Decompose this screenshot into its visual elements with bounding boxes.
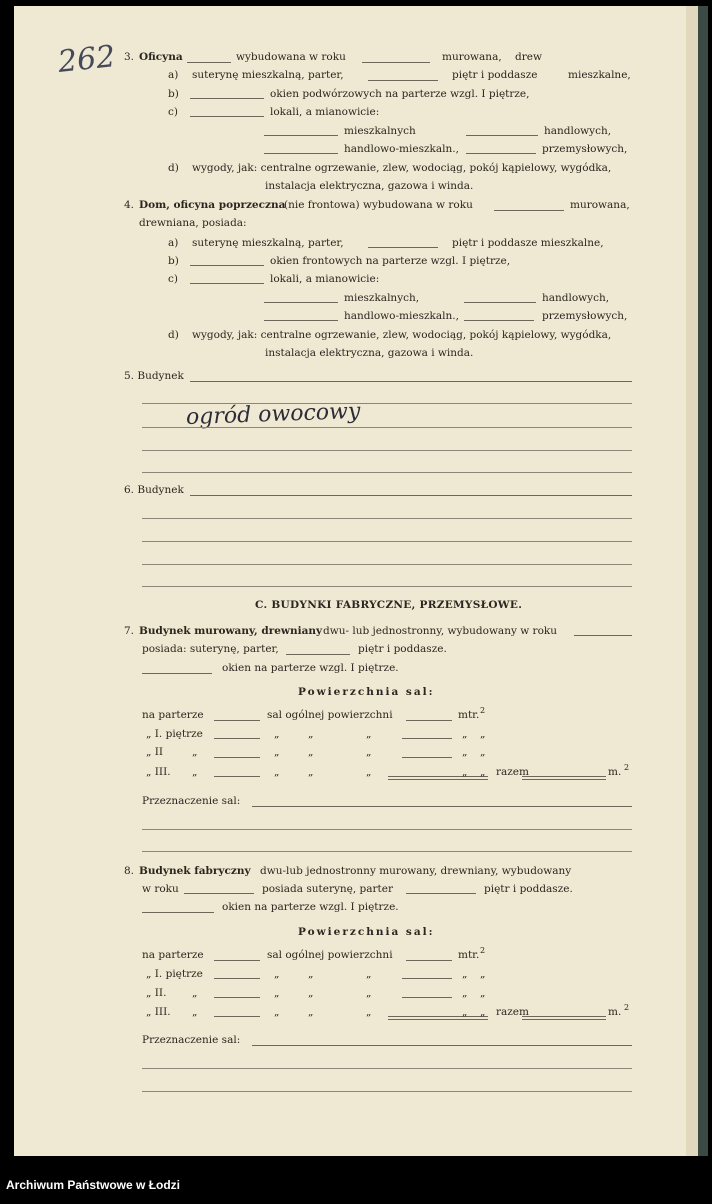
ditto: „ [308, 746, 314, 758]
blank-line [362, 62, 430, 63]
ditto: „ [462, 987, 468, 999]
sec3-d-text2: instalacja elektryczna, gazowa i winda. [265, 180, 474, 192]
blank-line [368, 247, 438, 248]
blank-line [388, 776, 488, 777]
blank-line [214, 978, 260, 979]
blank-line [522, 1019, 606, 1020]
archive-number: 262 [56, 39, 117, 80]
blank-line [388, 1019, 488, 1020]
ditto: „ [274, 1006, 280, 1018]
blank-line [142, 450, 632, 451]
sec8-pietr: piętr i poddasze. [484, 883, 573, 895]
blank-line [142, 1091, 632, 1092]
blank-line [142, 564, 632, 565]
item-label: d) [168, 162, 179, 174]
ditto: „ [192, 766, 198, 778]
sec3-built: wybudowana w roku [236, 51, 346, 63]
sec7-mtr: mtr. [458, 709, 480, 721]
blank-line [190, 116, 264, 117]
sec3-c-hm: handlowo-mieszkaln., [344, 143, 459, 155]
blank-line [388, 1016, 488, 1017]
ditto: „ [274, 746, 280, 758]
ditto: „ [192, 746, 198, 758]
blank-line [368, 80, 438, 81]
sec4-c-m: mieszkalnych, [344, 292, 420, 304]
blank-line [190, 98, 264, 99]
blank-line [142, 427, 632, 428]
blank-line [190, 283, 264, 284]
sec5-label: 5. Budynek [124, 370, 184, 382]
blank-line [522, 1016, 606, 1017]
blank-line [142, 1068, 632, 1069]
sec4-c-h: handlowych, [542, 292, 610, 304]
blank-line [214, 776, 260, 777]
ditto: „ [366, 987, 372, 999]
ditto: „ [274, 987, 280, 999]
ditto: „ [308, 968, 314, 980]
sec7-okien: okien na parterze wzgl. I piętrze. [222, 662, 399, 674]
ditto: „ [192, 1006, 198, 1018]
blank-line [402, 738, 452, 739]
item-label: b) [168, 255, 179, 267]
blank-line [406, 720, 452, 721]
blank-line [402, 757, 452, 758]
sec8-num: 8. [124, 865, 135, 877]
blank-line [406, 893, 476, 894]
blank-line [402, 978, 452, 979]
sec8-heading: Budynek fabryczny [139, 865, 251, 877]
sec6-label: 6. Budynek [124, 484, 184, 496]
blank-line [187, 62, 231, 63]
sec4-c-text: lokali, a mianowicie: [270, 273, 380, 285]
blank-line [406, 960, 452, 961]
sec8-mtr: mtr. [458, 949, 480, 961]
blank-line [190, 265, 264, 266]
sec8-razem: razem [496, 1006, 529, 1018]
sec3-d-text: wygody, jak: centralne ogrzewanie, zlew, wodociąg, pokój kąpielowy, wygódka, [192, 162, 612, 174]
sec8-przeznaczenie: Przeznaczenie sal: [142, 1034, 241, 1046]
blank-line [142, 586, 632, 587]
superscript: 2 [624, 763, 630, 772]
sec3-num: 3. [124, 51, 135, 63]
ditto: „ [480, 746, 486, 758]
ditto: „ [462, 746, 468, 758]
ditto: „ [274, 728, 280, 740]
sec8-m: m. [608, 1006, 622, 1018]
sec7-row-2: „ II [146, 746, 164, 758]
ditto: „ [308, 728, 314, 740]
blank-line [464, 302, 536, 303]
sec8-row-1: „ I. piętrze [146, 968, 203, 980]
blank-line [574, 635, 632, 636]
sec8-sal: sal ogólnej powierzchni [267, 949, 393, 961]
ditto: „ [462, 728, 468, 740]
sec4-heading: Dom, oficyna poprzeczna [139, 199, 286, 211]
sec3-a-text2: piętr i poddasze [452, 69, 538, 81]
sec8-pow-heading: Powierzchnia sal: [298, 926, 435, 938]
sec4-heading2: (nie frontowa) wybudowana w roku [284, 199, 473, 211]
blank-line [142, 673, 212, 674]
ditto: „ [308, 766, 314, 778]
sec8-posiada: posiada suterynę, parter [262, 883, 394, 895]
sec4-a-text: suterynę mieszkalną, parter, [192, 237, 344, 249]
ditto: „ [462, 968, 468, 980]
ditto: „ [192, 987, 198, 999]
item-label: b) [168, 88, 179, 100]
sec4-d-text: wygody, jak: centralne ogrzewanie, zlew, wodociąg, pokój kąpielowy, wygódka, [192, 329, 612, 341]
sec4-d-text2: instalacja elektryczna, gazowa i winda. [265, 347, 474, 359]
sec3-heading: Oficyna [139, 51, 183, 63]
blank-line [184, 893, 254, 894]
blank-line [466, 135, 538, 136]
ditto: „ [462, 766, 468, 778]
blank-line [142, 541, 632, 542]
ditto: „ [480, 1006, 486, 1018]
blank-line [402, 997, 452, 998]
blank-line [214, 960, 260, 961]
blank-line [264, 153, 338, 154]
sec7-text: dwu- lub jednostronny, wybudowany w roku [323, 625, 558, 637]
item-label: d) [168, 329, 179, 341]
sec8-row-3: „ III. [146, 1006, 171, 1018]
blank-line [190, 495, 632, 496]
ditto: „ [366, 968, 372, 980]
blank-line [214, 1016, 260, 1017]
blank-line [142, 851, 632, 852]
sec3-c-m: mieszkalnych [344, 125, 416, 137]
sec4-b-text: okien frontowych na parterze wzgl. I piętrze, [270, 255, 511, 267]
ditto: „ [366, 766, 372, 778]
sec8-okien: okien na parterze wzgl. I piętrze. [222, 901, 399, 913]
sec8-w-roku: w roku [142, 883, 179, 895]
blank-line [466, 153, 536, 154]
sec7-pow-heading: Powierzchnia sal: [298, 686, 435, 698]
ditto: „ [366, 1006, 372, 1018]
ditto: „ [480, 987, 486, 999]
ditto: „ [308, 987, 314, 999]
blank-line [190, 381, 632, 382]
ditto: „ [480, 766, 486, 778]
item-label: c) [168, 273, 178, 285]
section-heading-c: C. BUDYNKI FABRYCZNE, PRZEMYSŁOWE. [255, 599, 523, 611]
blank-line [464, 320, 534, 321]
item-label: a) [168, 237, 179, 249]
superscript: 2 [480, 946, 486, 955]
blank-line [522, 776, 606, 777]
item-label: c) [168, 106, 178, 118]
blank-line [214, 997, 260, 998]
sec3-a-text3: mieszkalne, [568, 69, 631, 81]
ditto: „ [462, 1006, 468, 1018]
superscript: 2 [624, 1003, 630, 1012]
ditto: „ [308, 1006, 314, 1018]
sec4-c-hm: handlowo-mieszkaln., [344, 310, 459, 322]
sec8-na-parterze: na parterze [142, 949, 204, 961]
sec4-mur: murowana, [570, 199, 630, 211]
blank-line [214, 738, 260, 739]
sec4-a-text2: piętr i poddasze mieszkalne, [452, 237, 604, 249]
blank-line [522, 779, 606, 780]
blank-line [388, 779, 488, 780]
sec7-posiada: posiada: suterynę, parter, [142, 643, 279, 655]
blank-line [264, 320, 338, 321]
sec4-num: 4. [124, 199, 135, 211]
sec4-line2: drewniana, posiada: [139, 217, 247, 229]
blank-line [142, 912, 214, 913]
superscript: 2 [480, 706, 486, 715]
sec7-row-3: „ III. [146, 766, 171, 778]
sec3-c-text: lokali, a mianowicie: [270, 106, 380, 118]
sec7-na-parterze: na parterze [142, 709, 204, 721]
sec8-row-2: „ II. [146, 987, 167, 999]
sec3-drew: drew [515, 51, 542, 63]
sec7-m: m. [608, 766, 622, 778]
binding-edge [698, 6, 708, 1156]
sec7-heading: Budynek murowany, drewniany [139, 625, 323, 637]
sec7-row-1: „ I. piętrze [146, 728, 203, 740]
sec7-razem: razem [496, 766, 529, 778]
blank-line [142, 472, 632, 473]
sec4-c-p: przemysłowych, [542, 310, 628, 322]
blank-line [252, 806, 632, 807]
archive-footer-label: Archiwum Państwowe w Łodzi [6, 1178, 181, 1192]
ditto: „ [274, 968, 280, 980]
blank-line [214, 720, 260, 721]
sec3-c-p: przemysłowych, [542, 143, 628, 155]
sec7-przeznaczenie: Przeznaczenie sal: [142, 795, 241, 807]
blank-line [264, 302, 338, 303]
sec3-c-h: handlowych, [544, 125, 612, 137]
blank-line [264, 135, 338, 136]
ditto: „ [480, 728, 486, 740]
sec7-sal: sal ogólnej powierzchni [267, 709, 393, 721]
blank-line [286, 654, 350, 655]
handwritten-entry: ogród owocowy [185, 398, 361, 431]
ditto: „ [480, 968, 486, 980]
sec7-num: 7. [124, 625, 135, 637]
blank-line [494, 210, 564, 211]
ditto: „ [274, 766, 280, 778]
sec7-pietr: piętr i poddasze. [358, 643, 447, 655]
blank-line [214, 757, 260, 758]
ditto: „ [366, 728, 372, 740]
sec3-mur: murowana, [442, 51, 502, 63]
sec8-text: dwu-lub jednostronny murowany, drewniany, wybudowany [260, 865, 572, 877]
blank-line [142, 829, 632, 830]
sec3-a-text: suterynę mieszkalną, parter, [192, 69, 344, 81]
document-page [14, 6, 686, 1156]
blank-line [252, 1045, 632, 1046]
item-label: a) [168, 69, 179, 81]
ditto: „ [366, 746, 372, 758]
sec3-b-text: okien podwórzowych na parterze wzgl. I piętrze, [270, 88, 530, 100]
blank-line [142, 518, 632, 519]
